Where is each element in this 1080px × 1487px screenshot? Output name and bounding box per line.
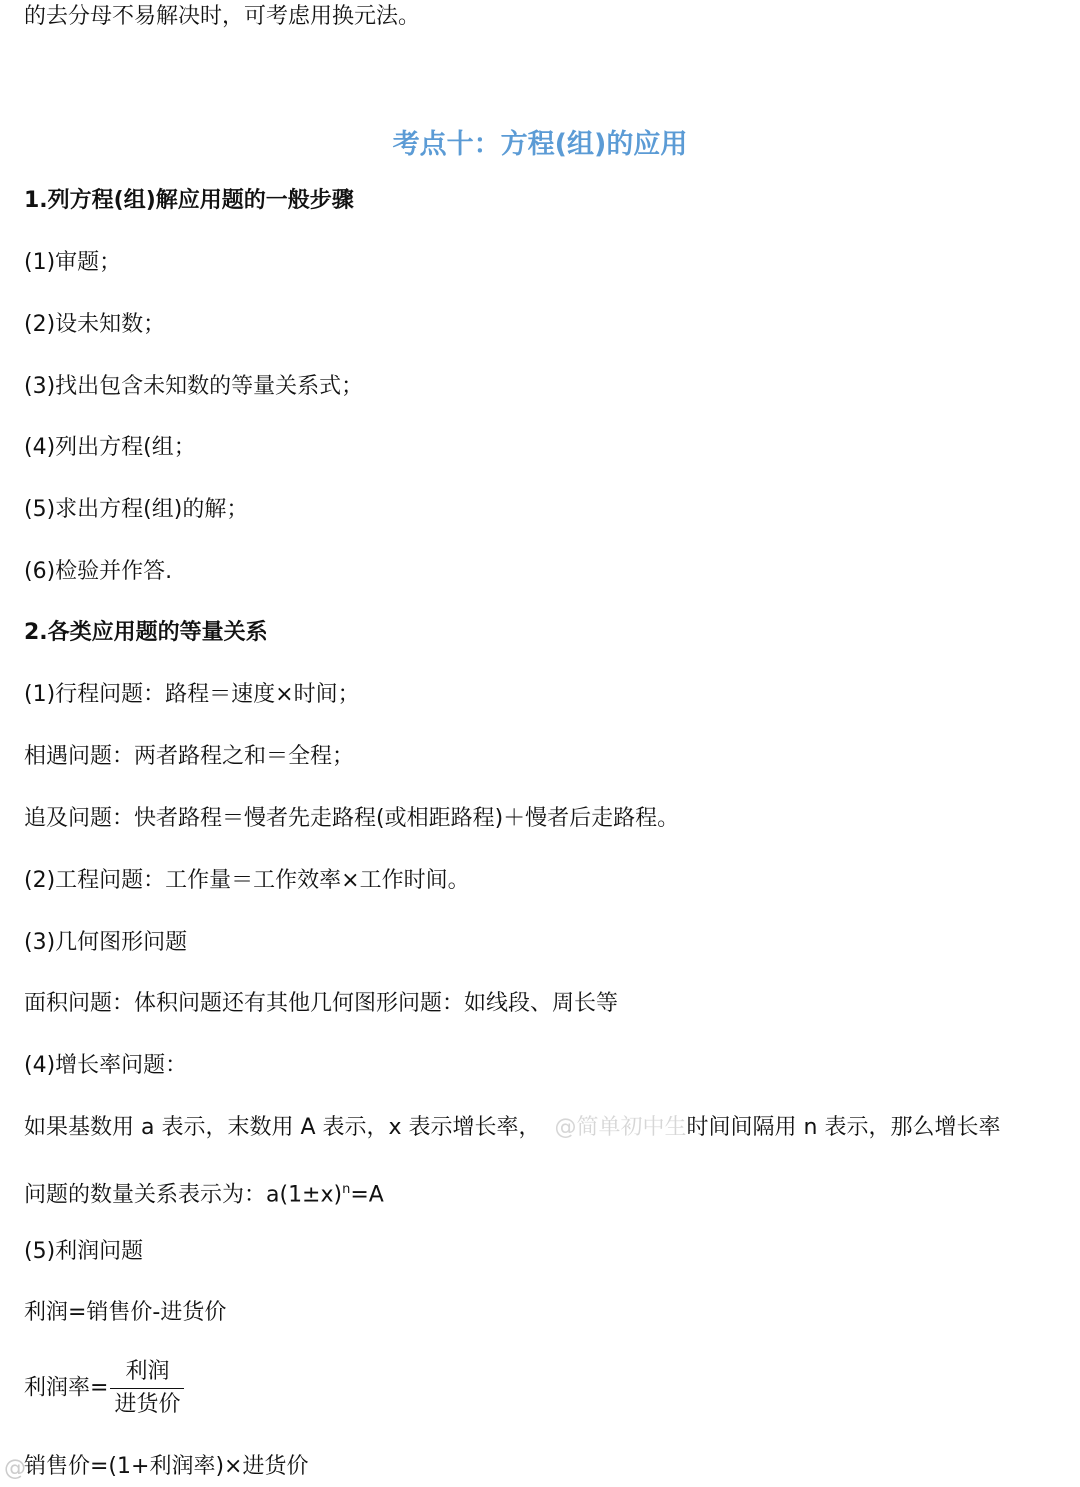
work-problem: (2)工程问题：工作量＝工作效率×工作时间。	[24, 868, 470, 893]
step-5: (5)求出方程(组)的解；	[24, 497, 249, 522]
relations-heading: 2.各类应用题的等量关系	[24, 620, 268, 645]
sale-price-formula: 销售价=(1+利润率)×进货价	[24, 1454, 309, 1479]
step-1: (1)审题；	[24, 250, 122, 275]
intro-tail-text: 的去分母不易解决时，可考虑用换元法。	[24, 4, 421, 29]
profit-rate-formula	[24, 1358, 184, 1419]
growth-problem: (4)增长率问题：	[24, 1053, 188, 1078]
travel-problem: (1)行程问题：路程＝速度×时间；	[24, 682, 360, 707]
step-3: (3)找出包含未知数的等量关系式；	[24, 374, 364, 399]
step-6: (6)检验并作答.	[24, 559, 173, 584]
growth-desc-part-b: 时间间隔用 n 表示，那么增长率	[686, 1115, 1001, 1140]
corner-watermark: @	[4, 1456, 26, 1481]
growth-formula-exponent: n	[342, 1182, 351, 1197]
watermark-text: @简单初中生	[554, 1115, 687, 1140]
section-title: 考点十：方程(组)的应用	[392, 129, 688, 160]
growth-formula	[24, 1175, 384, 1210]
step-4: (4)列出方程(组；	[24, 435, 196, 460]
steps-heading: 1.列方程(组)解应用题的一般步骤	[24, 188, 354, 213]
fraction-denominator: 进货价	[114, 1392, 181, 1417]
chase-problem: 追及问题：快者路程＝慢者先走路程(或相距路程)＋慢者后走路程。	[24, 806, 680, 831]
growth-formula-suffix: =A	[350, 1182, 384, 1208]
fraction-numerator: 利润	[110, 1358, 184, 1389]
growth-description	[24, 1113, 1000, 1143]
area-problem: 面积问题：体积问题还有其他几何图形问题：如线段、周长等	[24, 991, 619, 1016]
geometry-problem: (3)几何图形问题	[24, 930, 188, 955]
growth-desc-part-a: 如果基数用 a 表示，末数用 A 表示，x 表示增长率，	[24, 1115, 541, 1140]
profit-problem: (5)利润问题	[24, 1239, 144, 1264]
profit-rate-fraction	[110, 1358, 184, 1419]
profit-equation: 利润=销售价-进货价	[24, 1300, 227, 1325]
growth-formula-prefix: 问题的数量关系表示为：a(1±x)	[24, 1182, 343, 1208]
meet-problem: 相遇问题：两者路程之和＝全程；	[24, 744, 355, 769]
step-2: (2)设未知数；	[24, 312, 166, 337]
profit-rate-label: 利润率=	[24, 1375, 109, 1401]
